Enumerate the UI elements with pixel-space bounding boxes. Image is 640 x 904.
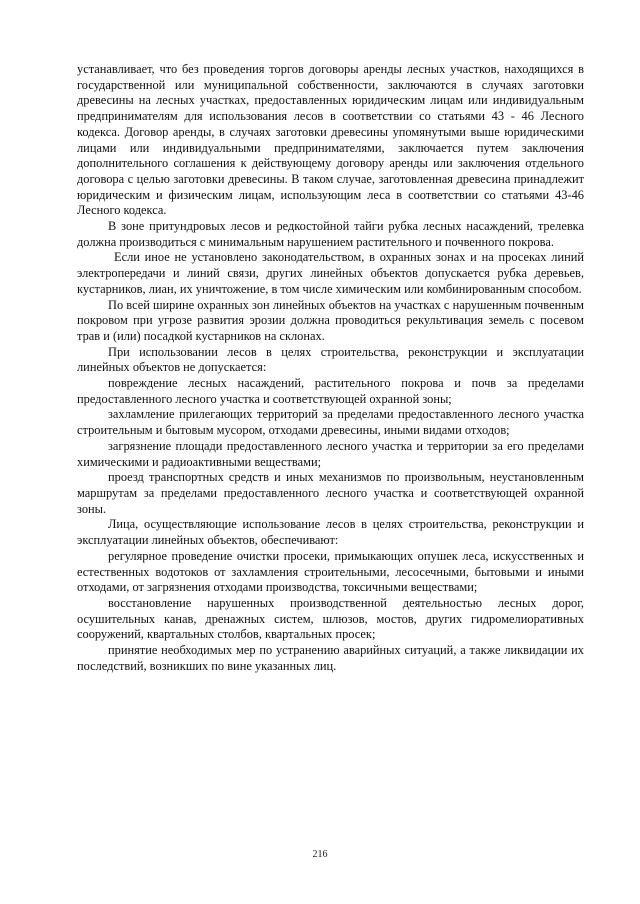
paragraph-lease-contracts: устанавливает, что без проведения торгов договоры аренды лесных участков, находящихся в государственной или муниципальной собственности, заключаются в случаях заготовки древесины на лесных участках, предоставленных юридическим лицам или индивидуальным предпринимателям для использования лесов в соответствии со статьями 43 - 46 Лесного кодекса. Договор аренды, в случаях заготовки древесины упомянутыми выше юридическими лицами или индивидуальными предпринимателями, заключается путем заключения дополнительного соглашения к действующему договору аренды или заключения отдельного договора с целью заготовки древесины. В таком случае, заготовленная древесина принадлежит юридическим и физическим лицам, использующим леса в соответствии со статьями 43-46 Лесного кодекса. [77,62,584,218]
list-item-damage: повреждение лесных насаждений, растительного покрова и почв за пределами предоставленного лесного участка и соответствующей охранной зоны; [77,376,584,406]
paragraph-recultivation: По всей ширине охранных зон линейных объектов на участках с нарушенным почвенным покровом при угрозе развития эрозии должна проводиться рекультивация земель с посевом трав и (или) посадкой кустарников на склонах. [77,297,584,343]
list-item-emergency-measures: принятие необходимых мер по устранению аварийных ситуаций, а также ликвидации их последствий, возникших по вине указанных лиц. [77,643,584,673]
list-item-restoration: восстановление нарушенных производственной деятельностью лесных дорог, осушительных канав, дренажных систем, шлюзов, мостов, других гидромелиоративных сооружений, квартальных столбов, квартальных просек; [77,595,584,642]
paragraph-not-allowed-intro: При использовании лесов в целях строительства, реконструкции и эксплуатации линейных объектов не допускается: [77,344,584,375]
page-number: 216 [312,849,328,860]
paragraph-tundra-forests: В зоне притундровых лесов и редкостойной тайги рубка лесных насаждений, трелевка должна производиться с минимальным нарушением растительного и почвенного покрова. [77,219,584,249]
paragraph-obligations-intro: Лица, осуществляющие использование лесов в целях строительства, реконструкции и эксплуатации линейных объектов, обеспечивают: [77,517,584,548]
list-item-pollution: загрязнение площади предоставленного лесного участка и территории за его пределами химическими и радиоактивными веществами; [77,438,584,469]
document-body [77,62,584,674]
list-item-vehicle-passage: проезд транспортных средств и иных механизмов по произвольным, неустановленным маршрутам за пределами предоставленного лесного участка и соответствующей охранной зоны. [77,470,584,516]
paragraph-protected-zones: Если иное не установлено законодательством, в охранных зонах и на просеках линий электропередачи и линий связи, других линейных объектов допускается рубка деревьев, кустарников, лиан, их уничтожение, в том числе химическим или комбинированным способом. [77,250,584,296]
list-item-cleaning: регулярное проведение очистки просеки, примыкающих опушек леса, искусственных и естественных водотоков от захламления строительными, лесосечными, бытовыми и иными отходами, от загрязнения отходами производства, токсичными веществами; [77,548,584,595]
list-item-littering: захламление прилегающих территорий за пределами предоставленного лесного участка строительным и бытовым мусором, отходами древесины, иными видами отходов; [77,407,584,438]
